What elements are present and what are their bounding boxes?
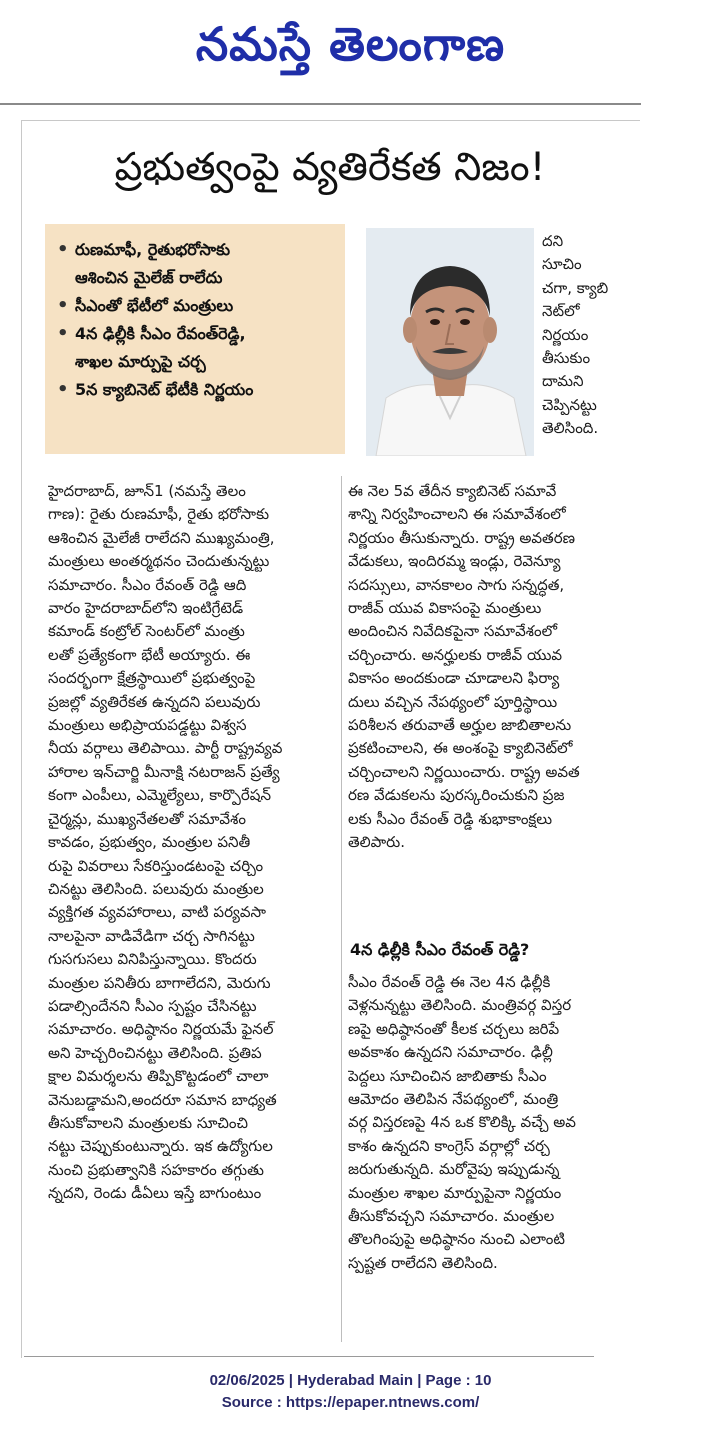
text-line: మంత్రులు అభిప్రాయపడ్డట్టు విశ్వస (48, 716, 247, 735)
bullet-icon: • (57, 323, 69, 344)
highlight-item (57, 320, 335, 376)
text-line: తీసుకోవాలని మంత్రులకు సూచించి (48, 1113, 248, 1132)
text-line: లకు సీఎం రేవంత్ రెడ్డి శుభాకాంక్షలు (348, 809, 553, 828)
text-line: గాణ): రైతు రుణమాఫీ, రైతు భరోసాకు (48, 505, 270, 524)
text-line: ఆమోదం తెలిపిన నేపథ్యంలో, మంత్రి (348, 1090, 559, 1109)
right-body-column-continued (348, 971, 628, 1275)
text-line: అని హెచ్చరించినట్టు తెలిసింది. ప్రతిప (48, 1043, 262, 1062)
text-line: వికాసం అందకుండా చూడాలని ఫిర్యా (348, 669, 560, 688)
text-line: చైర్మన్లు, ముఖ్యనేతలతో సమావేశం (48, 809, 246, 828)
text-line: సమాచారం. సీఎం రేవంత్ రెడ్డి ఆది (48, 575, 247, 594)
footer-edition-info: 02/06/2025 | Hyderabad Main | Page : 10 (209, 1372, 492, 1389)
text-line: వ్యక్తిగత వ్యవహారాలు, వాటి పర్యవసా (48, 903, 266, 922)
text-line: చర్చించాలని నిర్ణయించారు. రాష్ట్ర అవత (348, 762, 580, 781)
text-line: పెద్దలు సూచించిన జాబితాకు సీఎం (348, 1066, 547, 1085)
text-line: సూచిం (542, 255, 582, 274)
text-line: మంత్రుల పనితీరు బాగాలేదని, మెరుగు (48, 973, 271, 992)
text-line: రణ వేడుకలను పురస్కరించుకుని ప్రజ (348, 786, 565, 805)
footer-source: Source : https://epaper.ntnews.com/ (221, 1394, 480, 1411)
text-line: మంత్రుల శాఖల మార్పుపైనా నిర్ణయం (348, 1183, 562, 1202)
side-text-column (542, 230, 640, 441)
text-line: నట్టు చెప్పుకుంటున్నారు. ఇక ఉద్యోగుల (48, 1137, 273, 1156)
text-line: అందించిన నివేదికపైనా సమావేశంలో (348, 622, 558, 641)
text-line: సందర్భంగా క్షేత్రస్థాయిలో ప్రభుత్వంపై (48, 669, 256, 688)
text-line: క్షాల విమర్శలను తిప్పికొట్టడంలో చాలా (48, 1067, 269, 1086)
text-line: తీసుకోవచ్చని సమాచారం. మంత్రుల (348, 1207, 555, 1226)
text-line: ఈ నెల 5వ తేదీన క్యాబినెట్ సమావే (348, 482, 557, 500)
article-headline: ప్రభుత్వంపై వ్యతిరేకత నిజం! (114, 145, 546, 190)
text-line: లతో ప్రత్యేకంగా భేటీ అయ్యారు. ఈ (48, 645, 251, 664)
footer (0, 1370, 701, 1414)
text-line: నాలపైనా వాడివేడిగా చర్చ సాగినట్టు (48, 926, 255, 945)
text-line: చగా, క్యాబి (542, 278, 609, 297)
text-line: పడాల్సిందేనని సీఎం స్పష్టం చేసినట్టు (48, 996, 257, 1015)
masthead-title: నమస్తే తెలంగాణ (195, 17, 506, 71)
text-line: కమాండ్ కంట్రోల్ సెంటర్‌లో మంత్రు (48, 622, 245, 641)
text-line: హైదరాబాద్, జూన్1 (నమస్తే తెలం (48, 482, 246, 500)
text-line: రుపై వివరాలు సేకరిస్తుండటంపై చర్చిం (48, 856, 264, 875)
text-line: కాశం ఉన్నదని కాంగ్రెస్ వర్గాల్లో చర్చ (348, 1136, 550, 1155)
text-line: వెళ్లనున్నట్టు తెలిసింది. మంత్రివర్గ విస్తర (348, 996, 572, 1015)
text-line: కావడం, ప్రభుత్వం, మంత్రుల పనితీ (48, 833, 251, 852)
text-line: దని (542, 232, 564, 250)
bullet-icon: • (57, 295, 69, 316)
text-line: తెలిసింది. (542, 419, 599, 438)
left-body-column (48, 480, 336, 1206)
text-line: చినట్టు తెలిసింది. పలువురు మంత్రుల (48, 879, 264, 898)
text-line: వర్గ విస్తరణపై 4న ఒక కొలిక్కి వచ్చే అవ (348, 1113, 576, 1132)
text-line: చర్చించారు. అనర్హులకు రాజీవ్ యువ (348, 645, 563, 664)
masthead-divider (0, 103, 641, 105)
highlight-text: సీఎంతో భేటీలో మంత్రులు (75, 296, 234, 315)
text-line: కంగా ఎంపీలు, ఎమ్మెల్యేలు, కార్పొరేషన్ (48, 786, 272, 805)
text-line: దామని (542, 372, 584, 391)
masthead (0, 0, 701, 100)
text-line: న్నదని, రెండు డీఏలు ఇస్తే బాగుంటుం (48, 1184, 262, 1203)
highlight-text: 4న ఢిల్లీకి సీఎం రేవంత్‌రెడ్డి, శాఖల మార్పుపై చర్చ (75, 324, 246, 371)
highlight-item (57, 292, 335, 320)
highlight-item (57, 236, 335, 292)
text-line: నెట్‌లో (542, 302, 580, 321)
text-line: తెలిపారు. (348, 833, 405, 852)
bullet-icon: • (57, 379, 69, 400)
text-line: ఆశించిన మైలేజీ రాలేదని ముఖ్యమంత్రి, (48, 528, 275, 547)
portrait-photo (366, 228, 534, 456)
text-line: నిర్ణయం తీసుకున్నారు. రాష్ట్ర అవతరణ (348, 528, 576, 547)
text-line: రాజీవ్ యువ వికాసంపై మంత్రులు (348, 599, 542, 618)
text-line: నిర్ణయం (542, 325, 589, 344)
bottom-divider (24, 1356, 594, 1357)
text-line: సమాచారం. అధిష్ఠానం నిర్ణయమే ఫైనల్ (48, 1020, 274, 1039)
text-line: మంత్రులు అంతర్మథనం చెందుతున్నట్టు (48, 552, 270, 571)
highlight-text: రుణమాఫీ, రైతుభరోసాకు ఆశించిన మైలేజ్ రాలేదు (75, 240, 231, 287)
text-line: హారాల ఇన్‌చార్జి మీనాక్షి నటరాజన్ ప్రత్యే (48, 762, 280, 781)
column-divider (341, 476, 342, 1342)
highlight-text: 5న క్యాబినెట్ భేటీకి నిర్ణయం (75, 380, 254, 399)
text-line: ప్రజల్లో వ్యతిరేకత ఉన్నదని పలువురు (48, 692, 261, 711)
text-line: అవకాశం ఉన్నదని సమాచారం. ఢిల్లీ (348, 1043, 553, 1062)
text-line: వేడుకలు, ఇందిరమ్మ ఇండ్లు, రెవెన్యూ (348, 552, 561, 571)
text-line: గుసగుసలు వినిపిస్తున్నాయి. కొందరు (48, 950, 257, 969)
section-subheading: 4న ఢిల్లీకి సీఎం రేవంత్ రెడ్డి? (350, 940, 530, 959)
text-line: చెప్పినట్టు (542, 395, 597, 414)
text-line: స్పష్టత రాలేదని తెలిసింది. (348, 1253, 498, 1272)
text-line: నీయ వర్గాలు తెలిపాయి. పార్టీ రాష్ట్రవ్యవ (48, 739, 283, 758)
bullet-icon: • (57, 239, 69, 260)
text-line: సీఎం రేవంత్ రెడ్డి ఈ నెల 4న ఢిల్లీకి (348, 973, 551, 991)
text-line: దులు వచ్చిన నేపథ్యంలో పూర్తిస్థాయి (348, 692, 558, 711)
text-line: ప్రకటించాలని, ఈ అంశంపై క్యాబినెట్‌లో (348, 739, 573, 758)
right-body-column (348, 480, 628, 855)
text-line: ణపై అధిష్ఠానంతో కీలక చర్చలు జరిపే (348, 1019, 560, 1038)
text-line: సదస్సులు, వానకాలం సాగు సన్నద్ధత, (348, 575, 565, 594)
highlights-box (45, 224, 345, 454)
text-line: నుంచి ప్రభుత్వానికి సహకారం తగ్గుతు (48, 1160, 264, 1179)
portrait-illustration (366, 228, 534, 456)
text-line: తొలగింపుపై అధిష్ఠానం నుంచి ఎలాంటి (348, 1230, 565, 1249)
text-line: జరుగుతున్నది. మరోవైపు ఇప్పుడున్న (348, 1160, 560, 1179)
text-line: శాన్ని నిర్వహించాలని ఈ సమావేశంలో (348, 505, 566, 524)
highlight-item (57, 376, 335, 404)
text-line: పరిశీలన తరువాతే అర్హుల జాబితాలను (348, 716, 572, 735)
text-line: వారం హైదరాబాద్‌లోని ఇంటిగ్రేటెడ్ (48, 599, 244, 618)
text-line: తీసుకుం (542, 349, 591, 368)
text-line: వెనుబడ్డామని,అందరూ సమాన బాధ్యత (48, 1090, 277, 1109)
